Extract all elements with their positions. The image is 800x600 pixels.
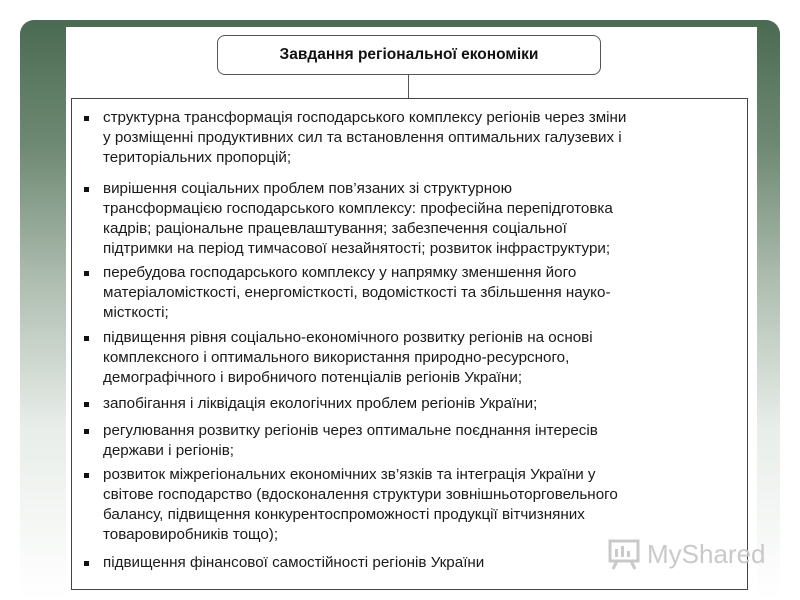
bullet-icon	[84, 271, 89, 276]
bullet-icon	[84, 473, 89, 478]
bullet-icon	[84, 187, 89, 192]
tasks-list-box	[71, 98, 748, 590]
list-item	[84, 421, 734, 461]
watermark-text: MyShared	[647, 538, 766, 569]
list-item-text: структурна трансформація господарського комплексу регіонів через зміни у розміщенні продуктивних сил та встановлення оптимальних галузевих і територіальних пропорцій;	[103, 109, 627, 166]
list-item	[84, 108, 734, 168]
list-item-text: запобігання і ліквідація екологічних проблем регіонів України;	[103, 395, 538, 412]
bullet-icon	[84, 561, 89, 566]
page-title: Завдання регіональної економіки	[279, 46, 539, 63]
list-item-text: підвищення рівня соціально-економічного розвитку регіонів на основі комплексного і оптимального використання природно-ресурсного, демографічного і виробничого потенціалів регіонів України;	[103, 329, 593, 386]
title-box	[217, 35, 601, 75]
list-item	[84, 263, 734, 323]
list-item	[84, 394, 734, 414]
bullet-icon	[84, 116, 89, 121]
list-item-text: підвищення фінансової самостійності регіонів України	[103, 554, 485, 571]
list-item	[84, 328, 734, 388]
watermark	[607, 537, 766, 571]
list-item	[84, 465, 734, 545]
presentation-board-icon	[607, 537, 641, 571]
list-item-text: вирішення соціальних проблем пов’язаних зі структурною трансформацією господарського комплексу: професійна перепідготовка кадрів; раціональне працевлаштування; забезпечення соціальної підтримки на період тимчасової незайнятості; розвиток інфраструктури;	[103, 180, 613, 257]
list-item	[84, 179, 734, 259]
list-item-text: розвиток міжрегіональних економічних зв’язків та інтеграція України у світове господарство (вдосконалення структури зовнішньоторговельного балансу, підвищення конкурентоспроможності продукції вітчизняних товаровиробників тощо);	[103, 466, 618, 543]
bullet-icon	[84, 402, 89, 407]
bullet-icon	[84, 336, 89, 341]
list-item-text: перебудова господарського комплексу у напрямку зменшення його матеріаломісткості, енергомісткості, водомісткості та збільшення науко- місткості;	[103, 264, 611, 321]
list-item-text: регулювання розвитку регіонів через оптимальне поєднання інтересів держави і регіонів;	[103, 422, 598, 459]
bullet-icon	[84, 429, 89, 434]
connector-line	[408, 75, 409, 99]
